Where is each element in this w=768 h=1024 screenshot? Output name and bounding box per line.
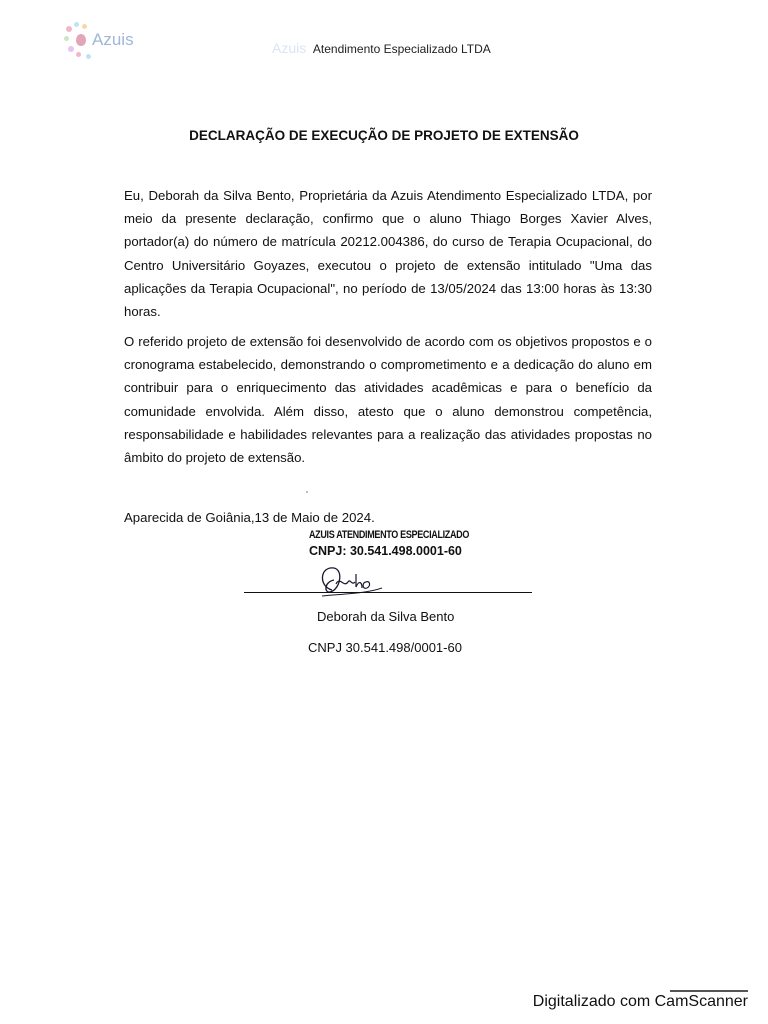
signer-name: Deborah da Silva Bento xyxy=(317,609,455,624)
logo-dot xyxy=(64,36,69,41)
logo-dot xyxy=(74,22,79,27)
logo-dot xyxy=(68,46,74,52)
logo-dot xyxy=(86,54,91,59)
company-logo xyxy=(62,20,154,66)
scanner-watermark: Digitalizado com CamScanner xyxy=(532,993,748,1010)
logo-figure xyxy=(76,34,86,46)
stamp-cnpj: CNPJ: 30.541.498.0001-60 xyxy=(309,544,462,558)
logo-dot xyxy=(76,52,81,57)
letterhead xyxy=(272,40,491,56)
scan-edge-mark xyxy=(670,990,748,992)
stamp-company-name: AZUIS ATENDIMENTO ESPECIALIZADO xyxy=(309,529,470,541)
logo-text: Azuis xyxy=(92,30,134,49)
scan-speck xyxy=(306,491,308,493)
logo-dot xyxy=(66,26,72,32)
signature-line xyxy=(244,592,532,593)
declaration-paragraph: Eu, Deborah da Silva Bento, Proprietária da Azuis Atendimento Especializado LTDA, por meio da presente declaração, confirmo que o aluno Thiago Borges Xavier Alves, portador(a) do número de matrícula 20212.004386, do curso de Terapia Ocupacional, do Centro Universitário Goyazes, executou o projeto de extensão intitulado "Uma das aplicações da Terapia Ocupacional", no período de 13/05/2024 das 13:00 horas às 13:30 horas. xyxy=(124,188,652,320)
signer-cnpj: CNPJ 30.541.498/0001-60 xyxy=(308,640,462,655)
handwritten-signature xyxy=(310,560,400,600)
letterhead-faint-brand: Azuis xyxy=(272,40,307,56)
description-paragraph: O referido projeto de extensão foi desenvolvido de acordo com os objetivos propostos e o cronograma estabelecido, demonstrando o comprometimento e a dedicação do aluno em contribuir para o enriquecimento das atividades acadêmicas e para o benefício da comunidade envolvida. Além disso, atesto que o aluno demonstrou competência, responsabilidade e habilidades relevantes para a realização das atividades propostas no âmbito do projeto de extensão. xyxy=(124,334,652,466)
place-and-date: Aparecida de Goiânia,13 de Maio de 2024. xyxy=(124,510,375,525)
logo-dot xyxy=(82,24,87,29)
document-title: DECLARAÇÃO DE EXECUÇÃO DE PROJETO DE EXTENSÃO xyxy=(189,128,579,143)
letterhead-company: Atendimento Especializado LTDA xyxy=(312,42,491,56)
